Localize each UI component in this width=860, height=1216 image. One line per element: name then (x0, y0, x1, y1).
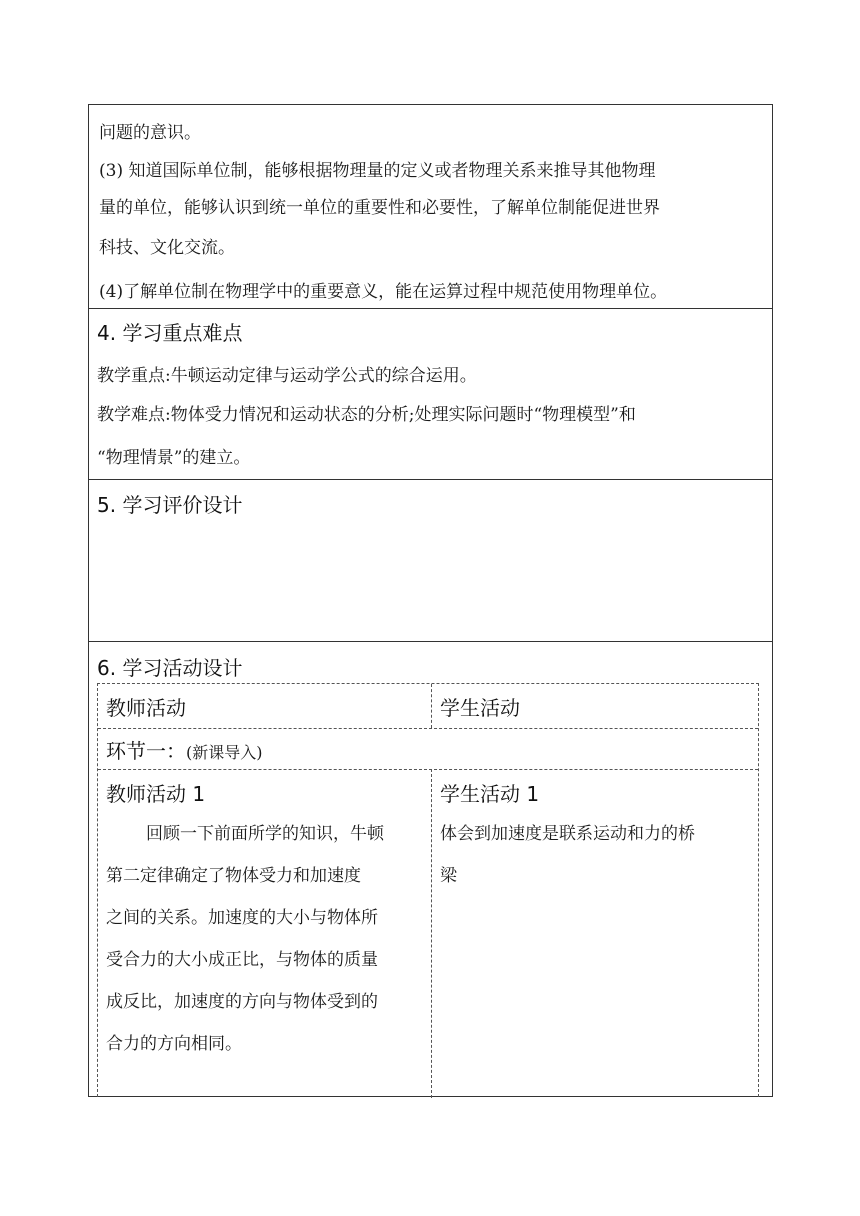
teacher-activity-line: 第二定律确定了物体受力和加速度 (106, 866, 361, 886)
objective-text-line: 科技、文化交流。 (99, 238, 235, 258)
teacher-activity-title: 教师活动 1 (106, 782, 206, 806)
difficulty-text-line: 教学难点:物体受力情况和运动状态的分析;处理实际问题时“物理模型”和 (97, 405, 636, 425)
column-header-student: 学生活动 (440, 696, 520, 720)
difficulty-text-line: “物理情景”的建立。 (97, 448, 251, 468)
section-heading-evaluation: 5. 学习评价设计 (97, 493, 243, 517)
section-divider (89, 308, 772, 309)
student-activity-line: 梁 (440, 866, 457, 886)
teacher-activity-line: 回顾一下前面所学的知识，牛顿 (146, 824, 384, 844)
activity-table (97, 683, 759, 1097)
objective-text-line: (4)了解单位制在物理学中的重要意义，能在运算过程中规范使用物理单位。 (99, 282, 668, 302)
segment-row (106, 739, 263, 763)
student-activity-title: 学生活动 1 (440, 782, 540, 806)
objective-text-line: (3) 知道国际单位制，能够根据物理量的定义或者物理关系来推导其他物理 (99, 161, 656, 181)
section-heading-activities: 6. 学习活动设计 (97, 656, 243, 680)
section-heading-key-points: 4. 学习重点难点 (97, 321, 243, 345)
objective-text-line: 问题的意识。 (99, 123, 201, 143)
key-point-text: 教学重点:牛顿运动定律与运动学公式的综合运用。 (97, 366, 477, 386)
column-divider (431, 684, 432, 728)
student-activity-line: 体会到加速度是联系运动和力的桥 (440, 824, 695, 844)
section-divider (89, 479, 772, 480)
lesson-plan-table (88, 104, 773, 1097)
section-divider (89, 641, 772, 642)
teacher-activity-line: 合力的方向相同。 (106, 1034, 242, 1054)
teacher-activity-line: 之间的关系。加速度的大小与物体所 (106, 908, 378, 928)
objective-text-line: 量的单位，能够认识到统一单位的重要性和必要性，了解单位制能促进世界 (99, 198, 660, 218)
segment-subtitle: (新课导入) (186, 743, 263, 762)
row-divider (98, 769, 758, 770)
teacher-activity-line: 成反比，加速度的方向与物体受到的 (106, 992, 378, 1012)
column-divider (431, 769, 432, 1098)
segment-label: 环节一： (106, 739, 186, 763)
teacher-activity-line: 受合力的大小成正比，与物体的质量 (106, 950, 378, 970)
column-header-teacher: 教师活动 (106, 696, 186, 720)
row-divider (98, 728, 758, 729)
